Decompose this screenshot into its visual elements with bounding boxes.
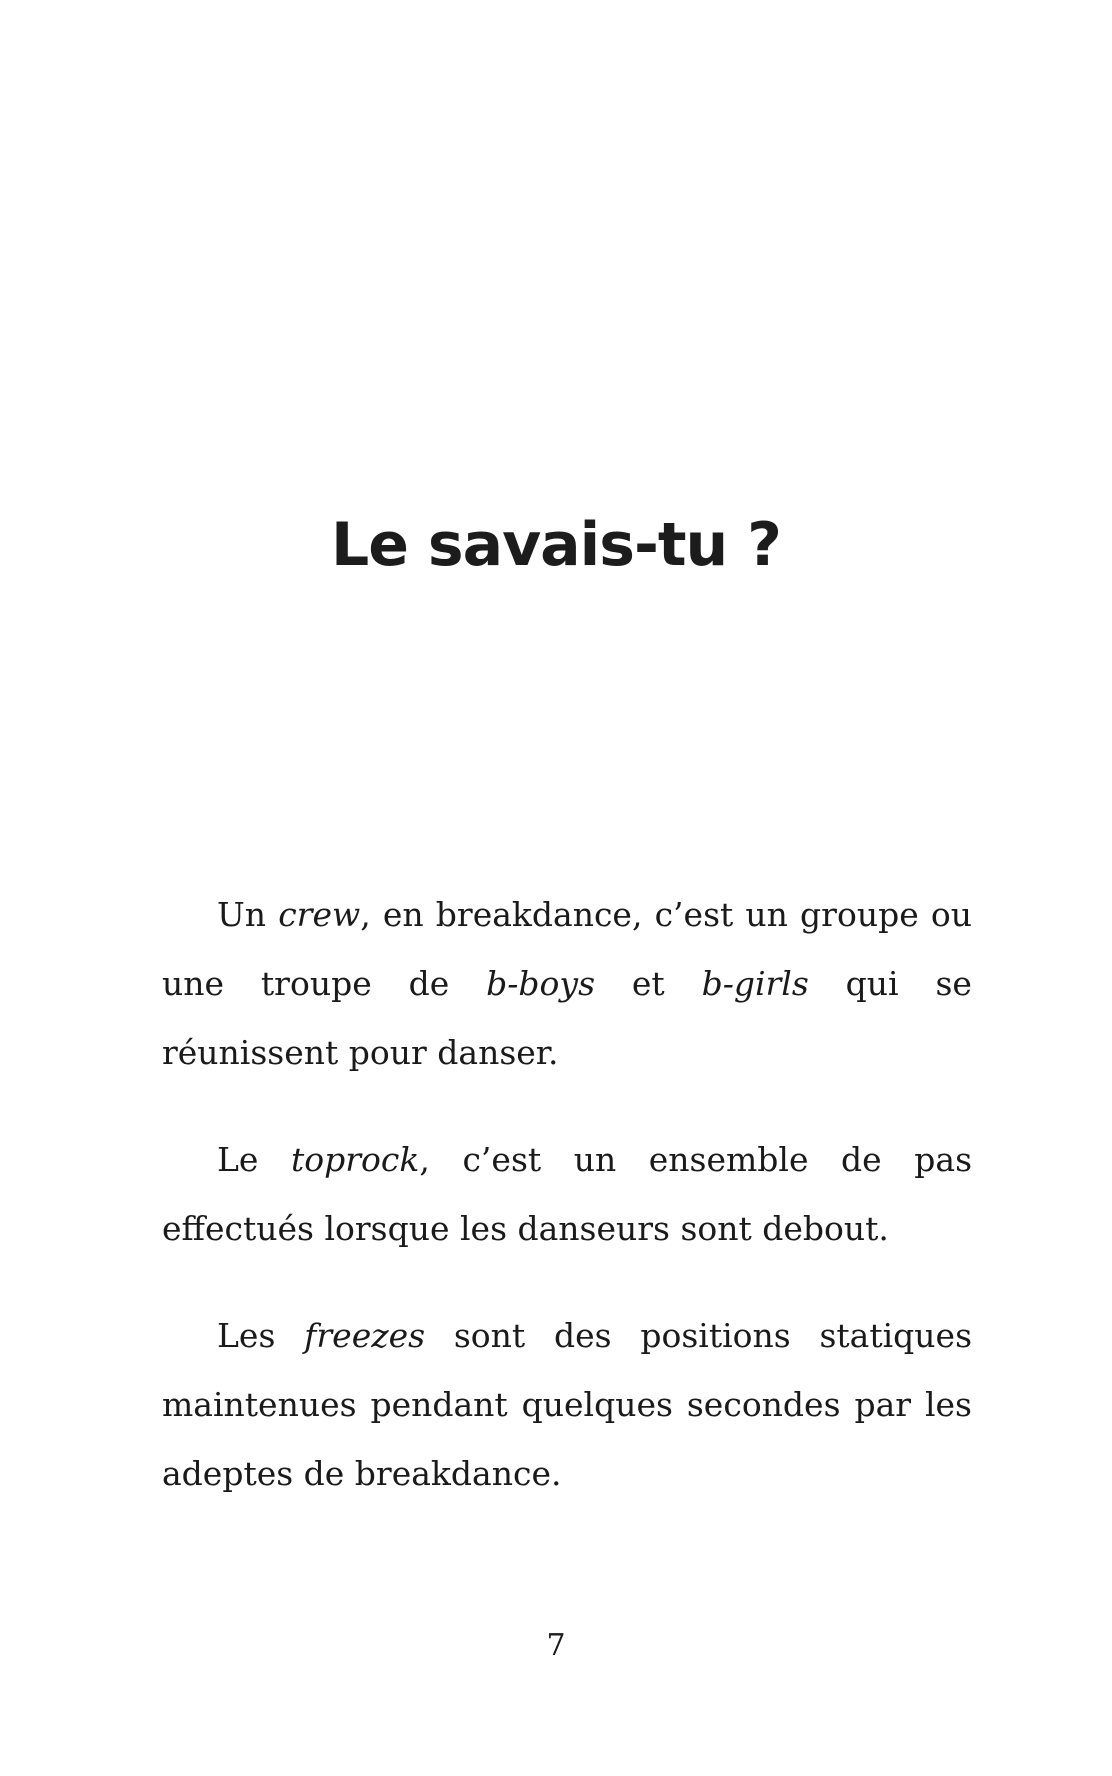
text-run: Le	[217, 1140, 292, 1179]
italic-term: freezes	[304, 1316, 426, 1355]
italic-term: toprock	[291, 1140, 420, 1179]
page-title: Le savais-tu ?	[331, 510, 781, 580]
text-run: sont des positions statiques maintenues pendant quelques secondes par les adeptes de breakdance.	[162, 1316, 972, 1493]
text-run: , en breakdance, c’est un groupe ou une troupe de	[162, 895, 972, 1003]
text-run: Un	[217, 895, 279, 934]
text-run: et	[595, 964, 702, 1003]
paragraph-freezes	[162, 1301, 972, 1508]
text-run: Les	[217, 1316, 305, 1355]
text-run: , c’est un ensemble de pas effectués lorsque les danseurs sont debout.	[162, 1140, 973, 1248]
body-text	[162, 880, 972, 1546]
text-run: qui se réunissent pour danser.	[162, 964, 972, 1072]
paragraph-toprock	[162, 1125, 972, 1263]
paragraph-crew	[162, 880, 972, 1087]
italic-term: b-girls	[701, 964, 809, 1003]
italic-term: b-boys	[486, 964, 596, 1003]
italic-term: crew	[278, 895, 361, 934]
page-number: 7	[546, 1628, 566, 1663]
